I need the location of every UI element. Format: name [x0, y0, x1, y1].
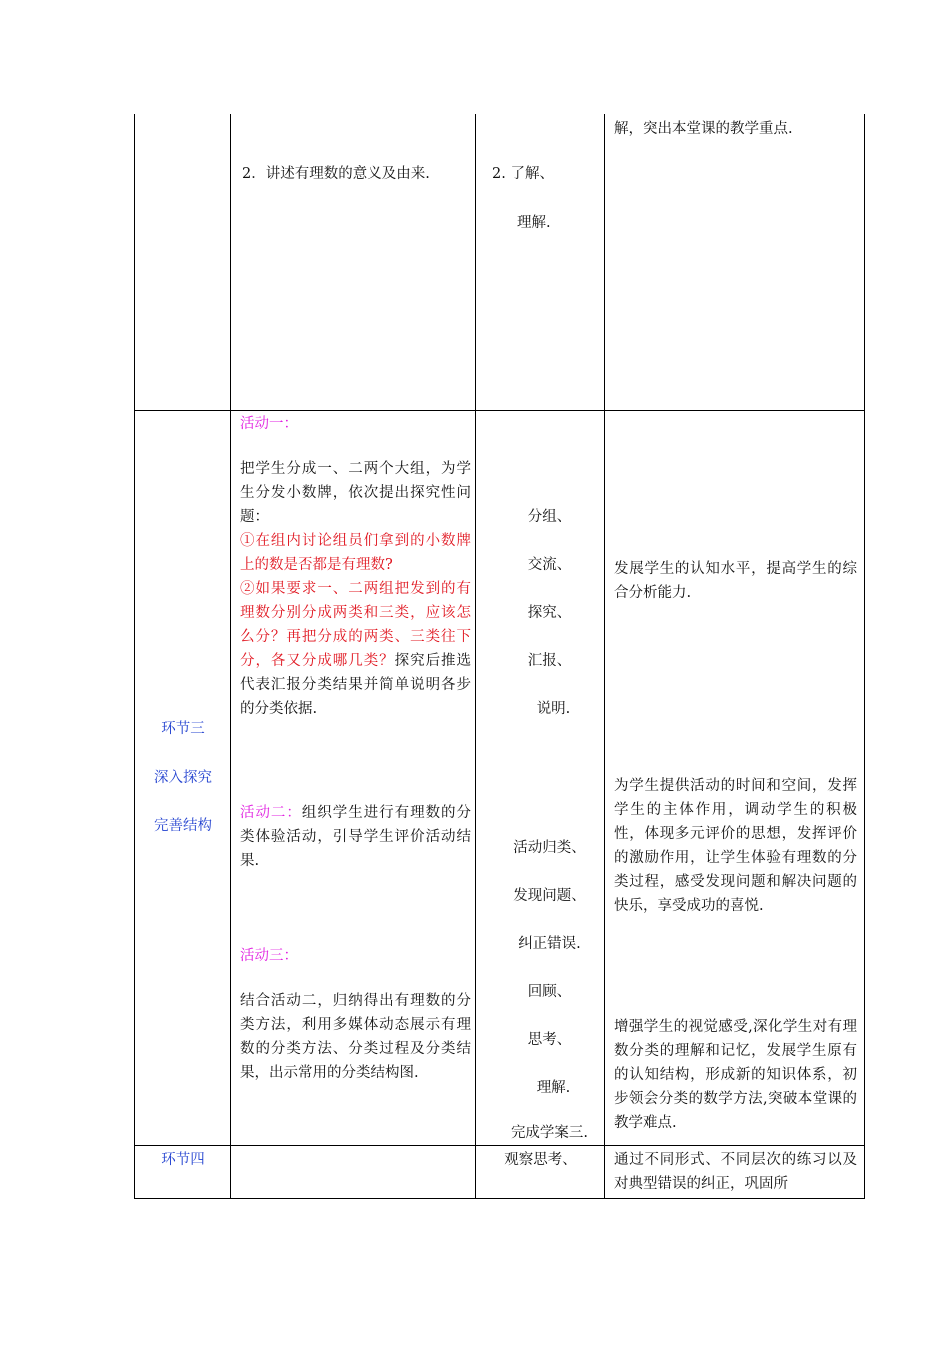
design-intent-text: 解，突出本堂课的教学重点. [614, 121, 793, 137]
table-row-section-4 [135, 1146, 865, 1199]
student-b3: 纠正错误. [518, 936, 581, 952]
design-intent-4: 通过不同形式、不同层次的练习以及对典型错误的纠正，巩固所 [614, 1152, 857, 1192]
table-row-section-3 [135, 411, 865, 1146]
activity-1-text: 把学生分成一、二两个大组，为学生分发小数牌，依次提出探究性问题： [240, 461, 471, 525]
teacher-item-2: 2．讲述有理数的意义及由来. [242, 166, 430, 182]
teacher-activity-cell [231, 114, 476, 411]
student-c4: 完成学案三. [510, 1125, 589, 1141]
student-activity-cell-4 [476, 1146, 605, 1199]
student-c3: 理解. [536, 1080, 571, 1096]
table-row-continuation [135, 114, 865, 411]
design-intent-cell-3 [605, 411, 865, 1146]
activity-3-title: 活动三： [240, 948, 298, 964]
activity-1-tail: 探究后推选代表汇报分类结果并简单说明各步的分类依据. [240, 653, 472, 717]
stage-3-line3: 完善结构 [154, 818, 212, 834]
stage-3-line1: 环节三 [161, 721, 205, 737]
design-intent-2: 为学生提供活动的时间和空间，发挥学生的主体作用，调动学生的积极性，体现多元评价的思想，发挥评价的激励作用，让学生体验有理数的分类过程，感受发现问题和解决问题的快乐，享受成功的喜悦. [614, 778, 857, 914]
student-a2: 交流、 [527, 557, 572, 573]
teacher-activity-cell-3 [231, 411, 476, 1146]
student-activity-cell-3 [476, 411, 605, 1146]
student-b2: 发现问题、 [513, 888, 586, 904]
student-a5: 说明. [536, 701, 571, 717]
activity-1-question-1: ①在组内讨论组员们拿到的小数牌上的数是否都是有理数? [240, 533, 471, 573]
student-c1: 回顾、 [527, 984, 572, 1000]
student-a3: 探究、 [527, 605, 572, 621]
student-a1: 分组、 [527, 509, 572, 525]
activity-2-text: 组织学生进行有理数的分类体验活动，引导学生评价活动结果. [240, 805, 472, 869]
design-intent-cell [605, 114, 865, 411]
student-c2: 思考、 [527, 1032, 572, 1048]
design-intent-cell-4 [605, 1146, 865, 1199]
design-intent-1: 发展学生的认知水平，提高学生的综合分析能力. [614, 561, 857, 601]
activity-2-line [240, 801, 471, 873]
stage-4: 环节四 [161, 1152, 205, 1168]
lesson-plan-table [134, 114, 865, 1199]
activity-1-title: 活动一： [240, 416, 298, 432]
activity-1-question-2-line [240, 577, 471, 721]
stage-cell-4 [135, 1146, 231, 1199]
design-intent-3: 增强学生的视觉感受,深化学生对有理数分类的理解和记忆，发展学生原有的认知结构，形成新的知识体系，初步领会分类的数学方法,突破本堂课的教学难点. [614, 1019, 857, 1131]
stage-3-line2: 深入探究 [154, 770, 212, 786]
activity-2-title: 活动二： [240, 805, 302, 821]
student-item-2-line1: 2. 了解、 [492, 166, 554, 182]
activity-1-question-2: ②如果要求一、二两组把发到的有理数分别分成两类和三类，应该怎么分？再把分成的两类、三类往下分，各又分成哪几类？ [240, 581, 471, 669]
student-a4: 汇报、 [527, 653, 572, 669]
teacher-activity-cell-4 [231, 1146, 476, 1199]
activity-1-body [240, 457, 471, 721]
student-section-4: 观察思考、 [504, 1152, 577, 1168]
stage-cell-3 [135, 411, 231, 1146]
activity-3-text: 结合活动二，归纳得出有理数的分类方法，利用多媒体动态展示有理数的分类方法、分类过程及分类结果，出示常用的分类结构图. [240, 993, 471, 1081]
student-activity-cell [476, 114, 605, 411]
student-b1: 活动归类、 [513, 840, 586, 856]
stage-cell-empty [135, 114, 231, 411]
student-item-2-line2: 理解. [517, 215, 551, 231]
